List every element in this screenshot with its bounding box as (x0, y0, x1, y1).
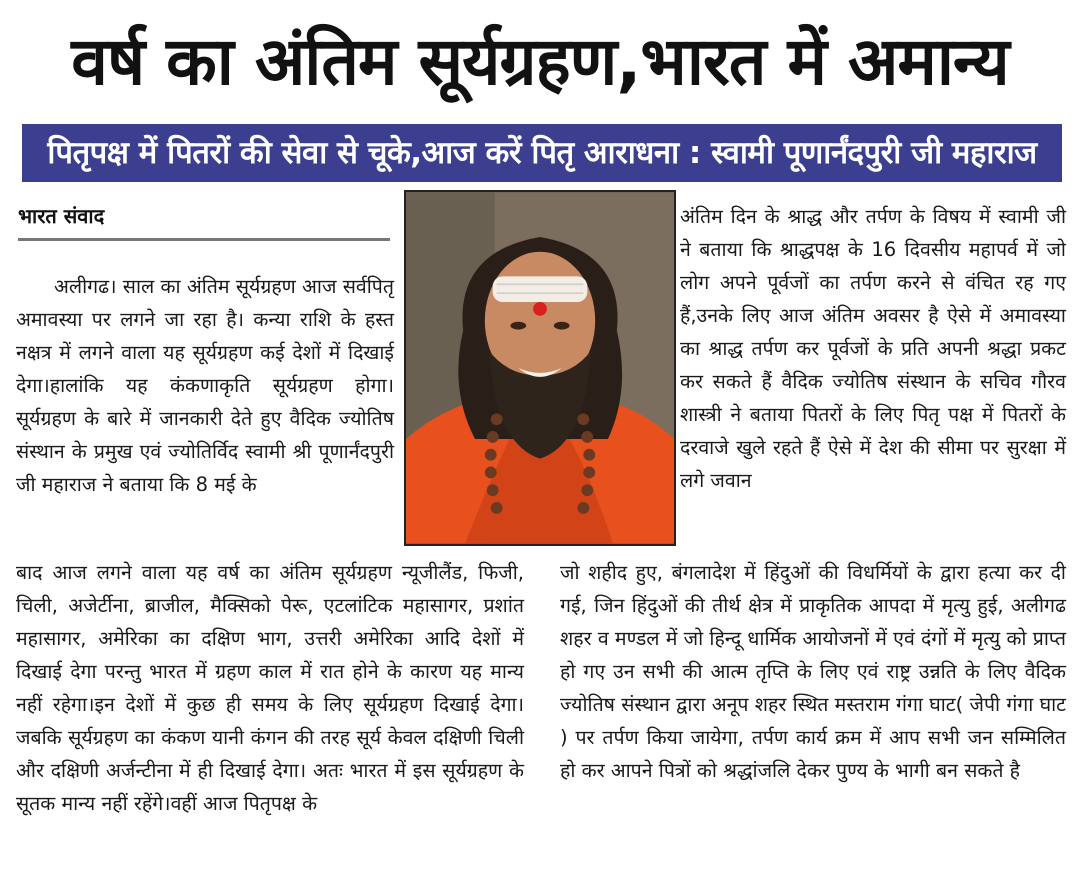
byline: भारत संवाद (18, 200, 390, 241)
portrait-photo (404, 190, 676, 546)
subheadline: पितृपक्ष में पितरों की सेवा से चूके,आज करें पितृ आराधना : स्वामी पूणार्नंदपुरी जी महाराज (22, 124, 1062, 182)
portrait-illustration (406, 192, 674, 544)
article-column-left-top: अलीगढ। साल का अंतिम सूर्यग्रहण आज सर्वपितृ अमावस्या पर लगने जा रहा है। कन्या राशि के हस्त नक्षत्र में लगने वाला यह सूर्यग्रहण कई देशों में दिखाई देगा।हालांकि यह कंकणाकृति सूर्यग्रहण होगा। सूर्यग्रहण के बारे में जानकारी देते हुए वैदिक ज्योतिष संस्थान के प्रमुख एवं ज्योतिर्विद स्वामी श्री पूणार्नंदपुरी जी महाराज ने बताया कि 8 मई के (16, 275, 394, 496)
article-column-left-bottom: बाद आज लगने वाला यह वर्ष का अंतिम सूर्यग्रहण न्यूजीलैंड, फिजी, चिली, अजेर्टीना, ब्राजील, मैक्सिको पेरू, एटलांटिक महासागर, प्रशांत महासागर, अमेरिका का दक्षिण भाग, उत्तरी अमेरिका आदि देशों में दिखाई देगा परन्तु भारत में ग्रहण काल में रात होने के कारण यह मान्य नहीं रहेगा।इन देशों में कुछ ही समय के लिए सूर्यग्रहण दिखाई देगा। जबकि सूर्यग्रहण का कंकण यानी कंगन की तरह सूर्य केवल दक्षिणी चिली और दक्षिणी अर्जन्टीना में ही दिखाई देगा। अतः भारत में इस सूर्यग्रहण के सूतक मान्य नहीं रहेंगे।वहीं आज पितृपक्ष के (16, 561, 524, 815)
article-column-right-bottom: जो शहीद हुए, बंगलादेश में हिंदुओं की विधर्मियों के द्वारा हत्या कर दी गई, जिन हिंदुओं की तीर्थ क्षेत्र में प्राकृतिक आपदा में मृत्यु हुई, अलीगढ शहर व मण्डल में जो हिन्दू धार्मिक आयोजनों में एवं दंगों में मृत्यु को प्राप्त हो गए उन सभी की आत्म तृप्ति के लिए एवं राष्ट्र उन्नति के लिए वैदिक ज्योतिष संस्थान द्वारा अनूप शहर स्थित मस्तराम गंगा घाट( जेपी गंगा घाट ) पर तर्पण किया जायेगा, तर्पण कार्य क्रम में आप सभी जन सम्मिलित हो कर आपने पित्रों को श्रद्धांजलि देकर पुण्य के भागी बन सकते है (560, 561, 1066, 782)
headline: वर्ष का अंतिम सूर्यग्रहण,भारत में अमान्य (71, 23, 1009, 100)
article-column-right-top: अंतिम दिन के श्राद्ध और तर्पण के विषय में स्वामी जी ने बताया कि श्राद्धपक्ष के 16 दिवसीय महापर्व में जो लोग अपने पूर्वजों का तर्पण करने से वंचित रह गए हैं,उनके लिए आज अंतिम अवसर है ऐसे में अमावस्या का श्राद्ध तर्पण कर पूर्वजों के प्रति अपनी श्रद्धा प्रकट कर सकते हैं वैदिक ज्योतिष संस्थान के सचिव गौरव शास्त्री ने बताया पितरों के लिए पितृ पक्ष में पितरों के दरवाजे खुले रहते हैं ऐसे में देश की सीमा पर सुरक्षा में लगे जवान (680, 205, 1066, 492)
